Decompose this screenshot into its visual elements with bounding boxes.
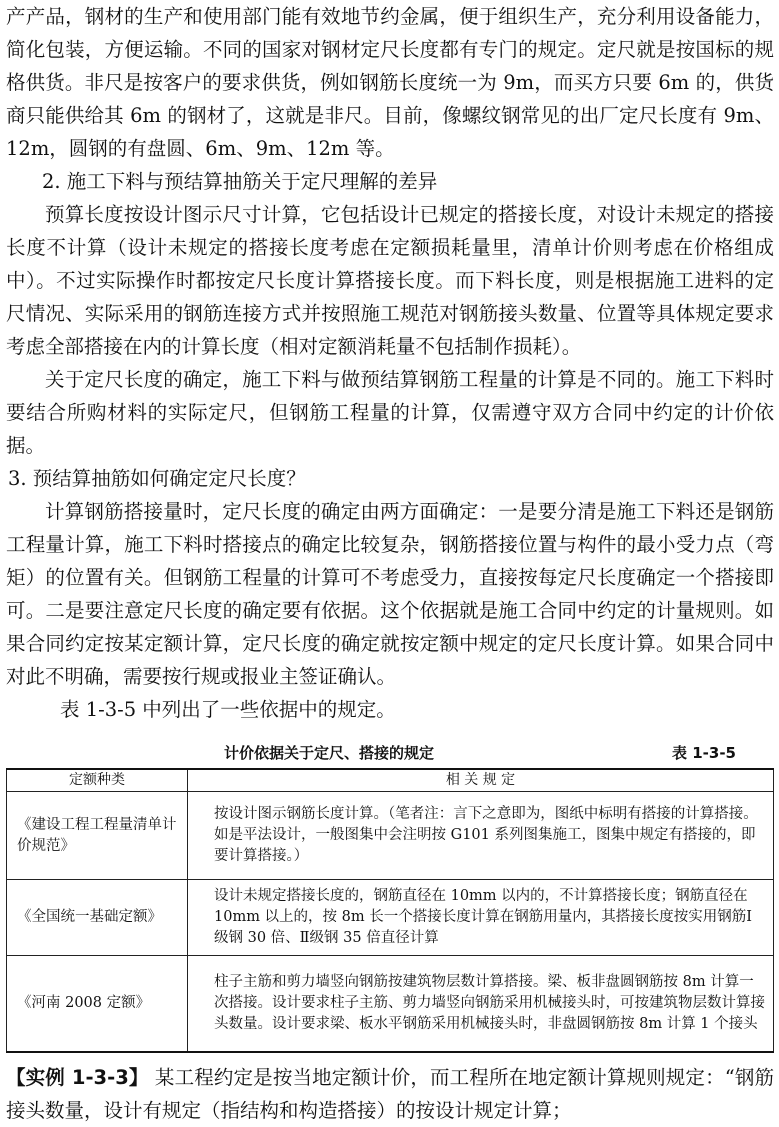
paragraph-budget-length: 预算长度按设计图示尺寸计算，它包括设计已规定的搭接长度，对设计未规定的搭接长度不计算（设计未规定的搭接长度考虑在定额损耗量里，清单计价则考虑在价格组成中）。不过实际操作时都按定尺长度计算搭接长度。而下料长度，则是根据施工进料的定尺情况、实际采用的钢筋连接方式并按照施工规范对钢筋接头数量、位置等具体规定要求考虑全部搭接在内的计算长度（相对定额消耗量不包括制作损耗）。 <box>6 203 774 358</box>
table-cell-regulation: 柱子主筋和剪力墙竖向钢筋按建筑物层数计算搭接。梁、板非盘圆钢筋按 8m 计算一次搭接。设计要求柱子主筋、剪力墙竖向钢筋采用机械接头时，可按建筑物层数计算接头数量。设计要求梁、板水平钢筋采用机械接头时，非盘圆钢筋按 8m 计算 1 个接头 <box>188 956 774 1052</box>
table-row <box>7 880 774 956</box>
section-heading-3: 3. 预结算抽筋如何确定定尺长度？ <box>8 467 306 490</box>
table-cell-quota-type: 《建设工程工程量清单计价规范》 <box>7 792 188 880</box>
table-row <box>7 792 774 880</box>
column-header-regulation: 相 关 规 定 <box>188 769 774 792</box>
paragraph-fixed-length-determination: 关于定尺长度的确定，施工下料与做预结算钢筋工程量的计算是不同的。施工下料时要结合所购材料的实际定尺，但钢筋工程量的计算，仅需遵守双方合同中约定的计价依据。 <box>6 368 774 457</box>
table-title: 计价依据关于定尺、搭接的规定 <box>224 744 435 762</box>
paragraph-table-reference: 表 1-3-5 中列出了一些依据中的规定。 <box>60 698 396 721</box>
table-cell-regulation: 设计未规定搭接长度的，钢筋直径在 10mm 以内的，不计算搭接长度；钢筋直径在 10mm 以上的，按 8m 长一个搭接长度计算在钢筋用量内，其搭接长度按实用钢筋Ⅰ级钢 30 倍、Ⅱ级钢 35 倍直径计算 <box>188 880 774 956</box>
table-caption <box>6 738 774 768</box>
regulation-table <box>6 768 774 1053</box>
table-number: 表 1-3-5 <box>672 744 736 762</box>
table-cell-quota-type: 《全国统一基础定额》 <box>7 880 188 956</box>
paragraph-fixed-length-intro: 产产品，钢材的生产和使用部门能有效地节约金属，便于组织生产，充分利用设备能力，简化包装，方便运输。不同的国家对钢材定尺长度都有专门的规定。定尺就是按国标的规格供货。非尺是按客户的要求供货，例如钢筋长度统一为 9m，而买方只要 6m 的，供货商只能供给其 6m 的钢材了，这就是非尺。目前，像螺纹钢常见的出厂定尺长度有 9m、12m，圆钢的有盘圆、6m、9m、12m 等。 <box>6 5 774 160</box>
column-header-quota-type: 定额种类 <box>7 769 188 792</box>
table-cell-quota-type: 《河南 2008 定额》 <box>7 956 188 1052</box>
table-header-row <box>7 769 774 792</box>
table-row <box>7 956 774 1052</box>
document-page <box>6 0 774 1127</box>
example-paragraph <box>6 1061 774 1127</box>
example-label: 【实例 1-3-3】 <box>6 1065 149 1089</box>
example-text: 某工程约定是按当地定额计价，而工程所在地定额计算规则规定：“钢筋接头数量，设计有规定（指结构和构造搭接）的按设计规定计算； <box>6 1065 774 1122</box>
table-cell-regulation: 按设计图示钢筋长度计算。（笔者注：言下之意即为，图纸中标明有搭接的计算搭接。如是平法设计，一般图集中会注明按 G101 系列图集施工，图集中规定有搭接的，即要计算搭接。） <box>188 792 774 880</box>
section-heading-2: 2. 施工下料与预结算抽筋关于定尺理解的差异 <box>42 170 438 193</box>
paragraph-lap-calculation: 计算钢筋搭接量时，定尺长度的确定由两方面确定：一是要分清是施工下料还是钢筋工程量计算，施工下料时搭接点的确定比较复杂，钢筋搭接位置与构件的最小受力点（弯矩）的位置有关。但钢筋工程量的计算可不考虑受力，直接按每定尺长度确定一个搭接即可。二是要注意定尺长度的确定要有依据。这个依据就是施工合同中约定的计量规则。如果合同约定按某定额计算，定尺长度的确定就按定额中规定的定尺长度计算。如果合同中对此不明确，需要按行规或报业主签证确认。 <box>6 500 774 688</box>
